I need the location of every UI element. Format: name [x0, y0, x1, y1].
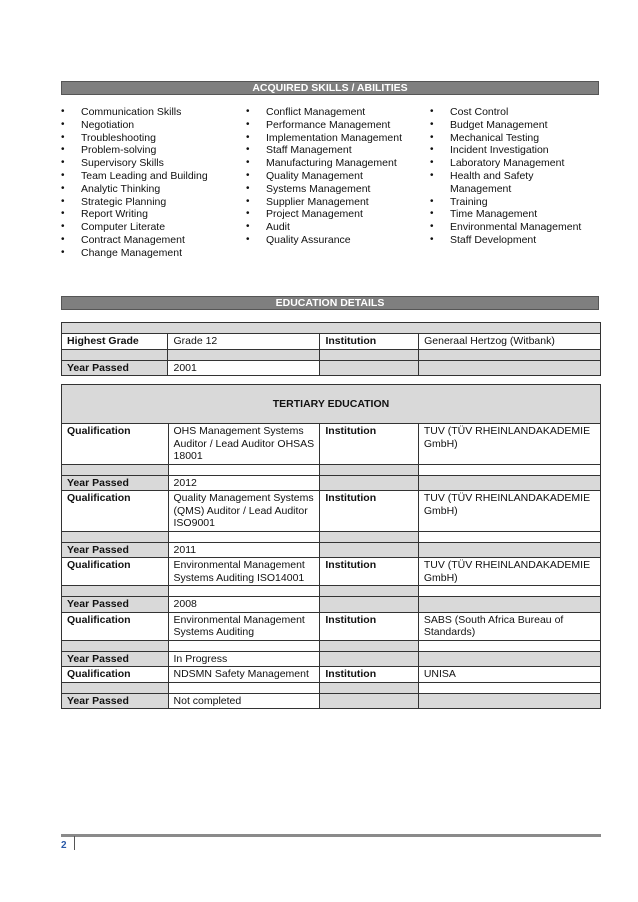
- qualification-value: Environmental Management Systems Auditing: [168, 612, 320, 640]
- qualification-row: [62, 558, 601, 586]
- skill-item: • Audit: [246, 221, 406, 234]
- qualification-row: [62, 612, 601, 640]
- tertiary-body: [62, 424, 601, 709]
- institution-value: TUV (TÜV RHEINLANDAKADEMIE GmbH): [418, 424, 600, 465]
- institution-value: TUV (TÜV RHEINLANDAKADEMIE GmbH): [418, 491, 600, 532]
- institution-value: Generaal Hertzog (Witbank): [419, 334, 601, 350]
- year-passed-row: [62, 693, 601, 709]
- skill-item: • Troubleshooting: [61, 132, 211, 145]
- blank-row: [62, 349, 601, 360]
- skill-item: • Incident Investigation: [430, 144, 590, 157]
- table-row: [62, 334, 601, 350]
- skill-item: • Problem-solving: [61, 144, 211, 157]
- qualification-label: Qualification: [62, 491, 169, 532]
- skill-item: • Laboratory Management: [430, 157, 590, 170]
- qualification-row: [62, 424, 601, 465]
- highest-grade-value: Grade 12: [168, 334, 320, 350]
- blank-row: [62, 640, 601, 651]
- qualification-label: Qualification: [62, 612, 169, 640]
- qualification-row: [62, 667, 601, 683]
- skill-item: • Computer Literate: [61, 221, 211, 234]
- year-passed-row: [62, 597, 601, 613]
- skill-item: • Analytic Thinking: [61, 183, 211, 196]
- blank-row: [62, 323, 601, 334]
- skill-item: • Report Writing: [61, 208, 211, 221]
- year-passed-label: Year Passed: [62, 651, 169, 667]
- qualification-label: Qualification: [62, 667, 169, 683]
- blank-row: [62, 531, 601, 542]
- qualification-label: Qualification: [62, 424, 169, 465]
- skill-item: • Cost Control: [430, 106, 590, 119]
- institution-value: SABS (South Africa Bureau of Standards): [418, 612, 600, 640]
- skill-item: • Manufacturing Management: [246, 157, 406, 170]
- year-passed-value: 2011: [168, 542, 320, 558]
- skills-column-1: [61, 106, 211, 260]
- qualification-value: Quality Management Systems (QMS) Auditor / Lead Auditor ISO9001: [168, 491, 320, 532]
- skill-item: • Staff Management: [246, 144, 406, 157]
- skill-item: • Systems Management: [246, 183, 406, 196]
- skill-item: • Negotiation: [61, 119, 211, 132]
- qualification-label: Qualification: [62, 558, 169, 586]
- highest-grade-label: Highest Grade: [62, 334, 168, 350]
- tertiary-table: [61, 384, 601, 709]
- skill-item: • Conflict Management: [246, 106, 406, 119]
- year-passed-row: [62, 651, 601, 667]
- institution-label: Institution: [320, 612, 418, 640]
- skill-item: • Training: [430, 196, 590, 209]
- skills-column-2: [246, 106, 406, 247]
- qualification-row: [62, 491, 601, 532]
- skill-item: • Team Leading and Building: [61, 170, 211, 183]
- table-row: [62, 360, 601, 376]
- year-passed-value: Not completed: [168, 693, 320, 709]
- skill-item: • Strategic Planning: [61, 196, 211, 209]
- institution-label: Institution: [320, 334, 419, 350]
- education-heading: EDUCATION DETAILS: [61, 296, 599, 310]
- year-passed-value: 2012: [168, 475, 320, 491]
- blank-row: [62, 586, 601, 597]
- skill-item: • Performance Management: [246, 119, 406, 132]
- institution-label: Institution: [320, 558, 418, 586]
- institution-value: TUV (TÜV RHEINLANDAKADEMIE GmbH): [418, 558, 600, 586]
- year-passed-row: [62, 542, 601, 558]
- skill-item: • Environmental Management: [430, 221, 590, 234]
- institution-label: Institution: [320, 491, 418, 532]
- skill-item: • Mechanical Testing: [430, 132, 590, 145]
- year-passed-value: In Progress: [168, 651, 320, 667]
- year-passed-label: Year Passed: [62, 542, 169, 558]
- year-passed-value: 2001: [168, 360, 320, 376]
- year-passed-label: Year Passed: [62, 360, 168, 376]
- skill-item: • Health and Safety Management: [430, 170, 590, 196]
- institution-value: UNISA: [418, 667, 600, 683]
- qualification-value: Environmental Management Systems Auditing ISO14001: [168, 558, 320, 586]
- skill-item: • Implementation Management: [246, 132, 406, 145]
- skill-item: • Contract Management: [61, 234, 211, 247]
- blank-row: [62, 682, 601, 693]
- institution-label: Institution: [320, 424, 418, 465]
- year-passed-label: Year Passed: [62, 597, 169, 613]
- year-passed-row: [62, 475, 601, 491]
- blank-row: [62, 464, 601, 475]
- institution-label: Institution: [320, 667, 418, 683]
- footer-line: [61, 834, 601, 837]
- tertiary-heading: TERTIARY EDUCATION: [62, 385, 601, 424]
- skill-item: • Change Management: [61, 247, 211, 260]
- skill-item: • Quality Assurance: [246, 234, 406, 247]
- qualification-value: OHS Management Systems Auditor / Lead Auditor OHSAS 18001: [168, 424, 320, 465]
- education-table: [61, 322, 601, 376]
- year-passed-label: Year Passed: [62, 693, 169, 709]
- skill-item: • Time Management: [430, 208, 590, 221]
- qualification-value: NDSMN Safety Management: [168, 667, 320, 683]
- skill-item: • Communication Skills: [61, 106, 211, 119]
- skills-column-3: [430, 106, 590, 247]
- skill-item: • Project Management: [246, 208, 406, 221]
- skill-item: • Supplier Management: [246, 196, 406, 209]
- year-passed-value: 2008: [168, 597, 320, 613]
- skill-item: • Staff Development: [430, 234, 590, 247]
- page-number: 2: [61, 840, 67, 851]
- skills-heading: ACQUIRED SKILLS / ABILITIES: [61, 81, 599, 95]
- footer-separator: [74, 836, 75, 850]
- year-passed-label: Year Passed: [62, 475, 169, 491]
- skill-item: • Budget Management: [430, 119, 590, 132]
- skill-item: • Supervisory Skills: [61, 157, 211, 170]
- skill-item: • Quality Management: [246, 170, 406, 183]
